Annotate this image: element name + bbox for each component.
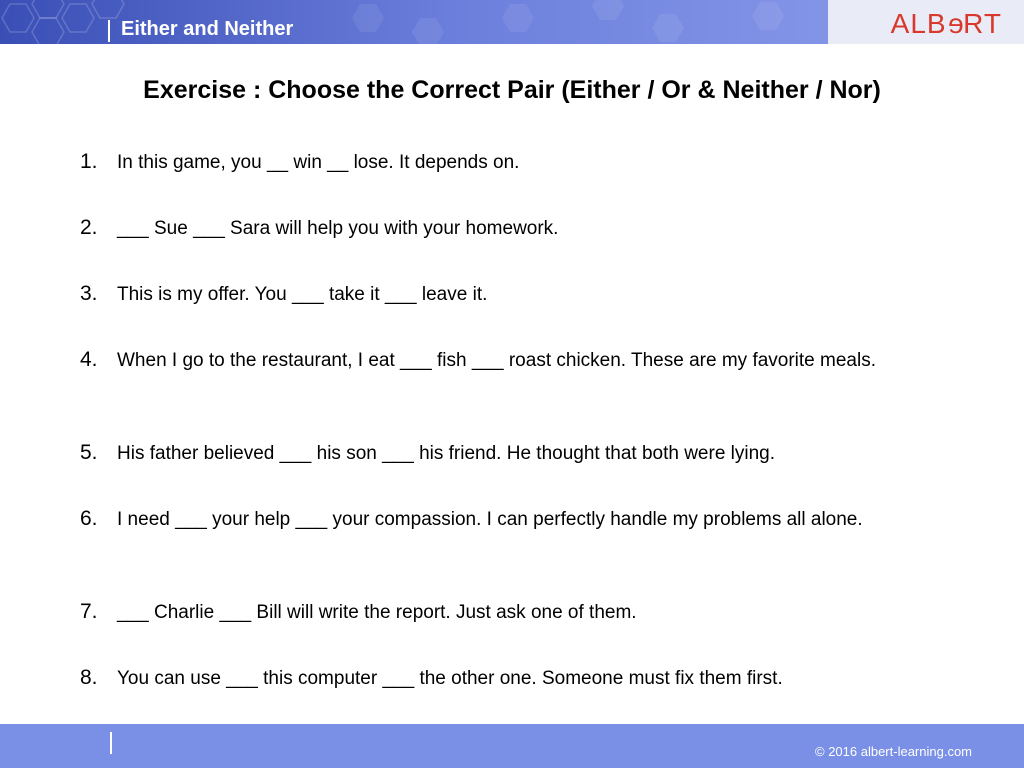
exercise-title: Exercise : Choose the Correct Pair (Either / Or & Neither / Nor) bbox=[143, 76, 881, 104]
header-title: Either and Neither bbox=[121, 18, 294, 40]
albert-logo bbox=[891, 8, 1002, 40]
question-item bbox=[80, 348, 980, 441]
question-text: ___ Charlie ___ Bill will write the report. Just ask one of them. bbox=[117, 602, 637, 623]
question-item bbox=[80, 666, 980, 706]
question-text: I need ___ your help ___ your compassion. I can perfectly handle my problems all alone. bbox=[117, 509, 863, 530]
question-text: You can use ___ this computer ___ the other one. Someone must fix them first. bbox=[117, 668, 783, 689]
logo-prefix: ALB bbox=[890, 8, 947, 39]
question-number: 4. bbox=[80, 348, 98, 371]
question-text: His father believed ___ his son ___ his friend. He thought that both were lying. bbox=[117, 443, 776, 464]
question-number: 3. bbox=[80, 282, 98, 305]
logo-panel bbox=[828, 0, 1024, 44]
question-number: 8. bbox=[80, 666, 98, 689]
question-number: 6. bbox=[80, 507, 98, 530]
copyright-text: © 2016 albert-learning.com bbox=[815, 744, 972, 759]
question-item bbox=[80, 150, 980, 216]
logo-e-mark: e bbox=[946, 8, 964, 39]
logo-suffix: RT bbox=[963, 8, 1002, 39]
question-item bbox=[80, 507, 980, 600]
header-bar bbox=[0, 0, 1024, 44]
question-number: 7. bbox=[80, 600, 98, 623]
question-number: 2. bbox=[80, 216, 98, 239]
footer-divider bbox=[110, 732, 112, 754]
question-list bbox=[80, 150, 980, 706]
question-item bbox=[80, 282, 980, 348]
question-item bbox=[80, 441, 980, 507]
question-number: 5. bbox=[80, 441, 98, 464]
question-text: ___ Sue ___ Sara will help you with your homework. bbox=[117, 218, 559, 239]
question-item bbox=[80, 216, 980, 282]
question-text: This is my offer. You ___ take it ___ leave it. bbox=[117, 284, 488, 305]
header-divider bbox=[108, 20, 110, 42]
footer-bar bbox=[0, 724, 1024, 768]
question-text: When I go to the restaurant, I eat ___ fish ___ roast chicken. These are my favorite meals. bbox=[117, 350, 876, 371]
question-number: 1. bbox=[80, 150, 98, 173]
question-item bbox=[80, 600, 980, 666]
question-text: In this game, you __ win __ lose. It depends on. bbox=[117, 152, 520, 173]
